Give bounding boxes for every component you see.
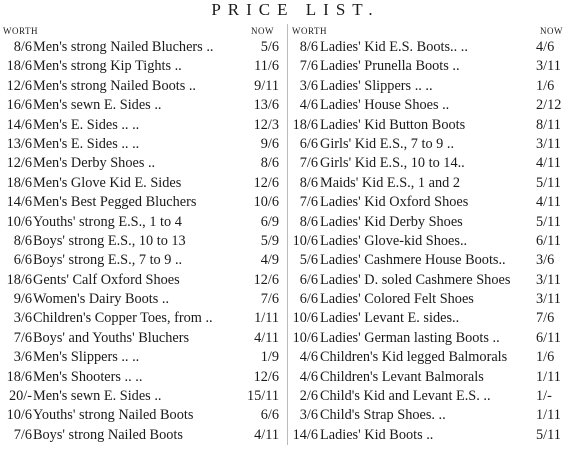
- now-price: 3/11: [536, 58, 561, 75]
- now-price: 1/9: [260, 349, 279, 366]
- worth-price: 10/6: [6, 213, 32, 230]
- price-row: [288, 154, 567, 173]
- now-price: 5/11: [536, 426, 561, 443]
- now-price: 1/6: [536, 77, 555, 94]
- item-description: Women's Dairy Boots ..: [33, 291, 170, 308]
- item-description: Girls' Kid E.S., 7 to 9 ..: [320, 135, 455, 152]
- worth-price: 7/6: [13, 426, 32, 443]
- price-row: [3, 38, 280, 57]
- worth-price: 8/6: [299, 39, 318, 55]
- now-price: 15/11: [246, 388, 279, 405]
- price-row: [3, 77, 280, 96]
- price-row: [288, 96, 567, 115]
- item-description: Men's Glove Kid E. Sides: [33, 174, 182, 191]
- now-price: 11/6: [254, 58, 279, 75]
- price-row: [288, 368, 567, 387]
- worth-price: 14/6: [6, 194, 32, 211]
- item-description: Child's Strap Shoes. ..: [320, 407, 446, 424]
- item-description: Ladies' Prunella Boots ..: [320, 58, 460, 75]
- item-description: Men's E. Sides .. ..: [33, 135, 140, 152]
- now-price: 4/11: [536, 155, 561, 172]
- worth-price: 20/-: [8, 388, 32, 405]
- price-row: [3, 213, 280, 232]
- item-description: Boys' and Youths' Bluchers: [33, 329, 190, 346]
- item-description: Ladies' Colored Felt Shoes: [320, 291, 474, 308]
- price-row: [3, 309, 280, 328]
- worth-price: 12/6: [6, 77, 32, 94]
- worth-price: 6/6: [299, 291, 318, 308]
- worth-price: 14/6: [6, 116, 32, 133]
- now-header: NOW: [540, 26, 563, 36]
- now-price: 4/9: [260, 252, 279, 269]
- item-description: Ladies' Kid Boots ..: [320, 426, 434, 443]
- now-price: 6/6: [260, 407, 279, 424]
- worth-price: 10/6: [6, 407, 32, 424]
- now-price: 1/-: [536, 388, 552, 405]
- now-price: 12/6: [253, 174, 279, 191]
- worth-price: 8/6: [299, 213, 318, 230]
- now-price: 1/11: [536, 407, 561, 424]
- worth-price: 7/6: [299, 194, 318, 211]
- worth-price: 4/6: [299, 97, 318, 114]
- now-price: 2/12: [536, 97, 562, 114]
- price-row: [3, 406, 280, 425]
- right-price-rows: [288, 38, 567, 445]
- worth-price: 9/6: [13, 291, 32, 308]
- now-price: 1/6: [536, 349, 555, 366]
- item-description: Gents' Calf Oxford Shoes: [33, 271, 180, 288]
- worth-price: 3/6: [13, 349, 32, 366]
- worth-price: 12/6: [6, 155, 32, 172]
- item-description: Maids' Kid E.S., 1 and 2: [320, 174, 460, 191]
- left-column-header: [3, 24, 280, 38]
- now-price: 6/9: [260, 213, 279, 230]
- price-row: [288, 135, 567, 154]
- now-price: 10/6: [253, 194, 279, 211]
- item-description: Children's Levant Balmorals: [320, 368, 484, 385]
- worth-price: 16/6: [6, 97, 32, 114]
- worth-price: 4/6: [299, 368, 318, 385]
- worth-price: 2/6: [299, 388, 318, 405]
- left-price-rows: [3, 38, 280, 445]
- now-header: NOW: [251, 26, 274, 36]
- now-price: 4/11: [254, 329, 279, 346]
- price-row: [3, 135, 280, 154]
- price-row: [3, 57, 280, 76]
- now-price: 6/11: [536, 232, 561, 249]
- now-price: 7/6: [260, 291, 279, 308]
- item-description: Ladies' Kid E.S. Boots.. ..: [320, 39, 468, 55]
- item-description: Men's Derby Shoes ..: [33, 155, 156, 172]
- item-description: Men's Slippers .. ..: [33, 349, 140, 366]
- worth-price: 3/6: [299, 407, 318, 424]
- now-price: 3/11: [536, 135, 561, 152]
- worth-price: 10/6: [292, 232, 318, 249]
- item-description: Men's sewn E. Sides ..: [33, 97, 162, 114]
- now-price: 9/6: [260, 135, 279, 152]
- worth-price: 18/6: [6, 174, 32, 191]
- price-row: [288, 116, 567, 135]
- now-price: 5/6: [260, 39, 279, 55]
- price-row: [3, 271, 280, 290]
- now-price: 8/11: [536, 116, 561, 133]
- price-row: [288, 174, 567, 193]
- worth-price: 6/6: [299, 135, 318, 152]
- item-description: Men's strong Nailed Boots ..: [33, 77, 197, 94]
- now-price: 1/11: [254, 310, 279, 327]
- price-row: [3, 387, 280, 406]
- price-row: [3, 290, 280, 309]
- item-description: Ladies' Glove-kid Shoes..: [320, 232, 468, 249]
- worth-price: 7/6: [299, 58, 318, 75]
- price-row: [288, 271, 567, 290]
- now-price: 6/11: [536, 329, 561, 346]
- worth-price: 8/6: [13, 39, 32, 55]
- price-row: [288, 38, 567, 57]
- now-price: 4/6: [536, 39, 555, 55]
- worth-price: 3/6: [13, 310, 32, 327]
- item-description: Ladies' German lasting Boots ..: [320, 329, 500, 346]
- worth-price: 7/6: [299, 155, 318, 172]
- price-row: [288, 348, 567, 367]
- worth-price: 10/6: [292, 310, 318, 327]
- item-description: Child's Kid and Levant E.S. ..: [320, 388, 491, 405]
- now-price: 4/11: [536, 194, 561, 211]
- price-row: [3, 251, 280, 270]
- worth-header: WORTH: [3, 26, 38, 36]
- worth-header: WORTH: [292, 26, 327, 36]
- price-row: [288, 406, 567, 425]
- worth-price: 18/6: [6, 271, 32, 288]
- price-row: [3, 96, 280, 115]
- item-description: Ladies' Levant E. sides..: [320, 310, 460, 327]
- item-description: Men's strong Nailed Bluchers ..: [33, 39, 214, 55]
- item-description: Men's sewn E. Sides ..: [33, 388, 162, 405]
- worth-price: 18/6: [6, 368, 32, 385]
- item-description: Men's E. Sides .. ..: [33, 116, 140, 133]
- price-row: [3, 232, 280, 251]
- now-price: 9/11: [254, 77, 279, 94]
- price-row: [288, 290, 567, 309]
- now-price: 3/11: [536, 291, 561, 308]
- price-row: [288, 57, 567, 76]
- item-description: Ladies' Cashmere House Boots..: [320, 252, 506, 269]
- item-description: Men's strong Kip Tights ..: [33, 58, 182, 75]
- item-description: Youths' strong Nailed Boots: [33, 407, 194, 424]
- price-row: [288, 77, 567, 96]
- price-row: [3, 426, 280, 445]
- price-row: [3, 116, 280, 135]
- item-description: Ladies' Slippers .. ..: [320, 77, 433, 94]
- price-row: [288, 309, 567, 328]
- price-row: [3, 174, 280, 193]
- price-row: [288, 232, 567, 251]
- now-price: 12/6: [253, 368, 279, 385]
- now-price: 3/6: [536, 252, 555, 269]
- now-price: 4/11: [254, 426, 279, 443]
- now-price: 13/6: [253, 97, 279, 114]
- item-description: Girls' Kid E.S., 10 to 14..: [320, 155, 465, 172]
- worth-price: 14/6: [292, 426, 318, 443]
- left-column: [3, 24, 280, 445]
- item-description: Men's Shooters .. ..: [33, 368, 143, 385]
- now-price: 12/6: [253, 271, 279, 288]
- price-row: [288, 387, 567, 406]
- worth-price: 18/6: [292, 116, 318, 133]
- item-description: Boys' strong E.S., 7 to 9 ..: [33, 252, 183, 269]
- price-row: [3, 329, 280, 348]
- worth-price: 6/6: [299, 271, 318, 288]
- item-description: Boys' strong Nailed Boots: [33, 426, 183, 443]
- right-column-header: [288, 24, 567, 38]
- now-price: 8/6: [260, 155, 279, 172]
- item-description: Ladies' Kid Button Boots: [320, 116, 466, 133]
- now-price: 1/11: [536, 368, 561, 385]
- now-price: 12/3: [253, 116, 279, 133]
- worth-price: 8/6: [13, 232, 32, 249]
- item-description: Ladies' Kid Oxford Shoes: [320, 194, 469, 211]
- item-description: Ladies' D. soled Cashmere Shoes: [320, 271, 511, 288]
- price-row: [288, 251, 567, 270]
- price-row: [288, 329, 567, 348]
- item-description: Children's Kid legged Balmorals: [320, 349, 508, 366]
- item-description: Youths' strong E.S., 1 to 4: [33, 213, 182, 230]
- worth-price: 10/6: [292, 329, 318, 346]
- right-column: [287, 24, 567, 445]
- now-price: 5/11: [536, 174, 561, 191]
- price-row: [288, 193, 567, 212]
- price-row: [3, 348, 280, 367]
- price-row: [3, 368, 280, 387]
- worth-price: 8/6: [299, 174, 318, 191]
- now-price: 7/6: [536, 310, 555, 327]
- worth-price: 7/6: [13, 329, 32, 346]
- price-row: [288, 213, 567, 232]
- now-price: 5/11: [536, 213, 561, 230]
- price-list-title: PRICE LIST.: [211, 0, 380, 19]
- item-description: Children's Copper Toes, from ..: [33, 310, 213, 327]
- now-price: 5/9: [260, 232, 279, 249]
- worth-price: 6/6: [13, 252, 32, 269]
- item-description: Ladies' Kid Derby Shoes: [320, 213, 463, 230]
- price-row: [3, 193, 280, 212]
- now-price: 3/11: [536, 271, 561, 288]
- item-description: Men's Best Pegged Bluchers: [33, 194, 197, 211]
- price-row: [3, 154, 280, 173]
- worth-price: 18/6: [6, 58, 32, 75]
- worth-price: 13/6: [6, 135, 32, 152]
- worth-price: 4/6: [299, 349, 318, 366]
- price-row: [288, 426, 567, 445]
- worth-price: 3/6: [299, 77, 318, 94]
- item-description: Boys' strong E.S., 10 to 13: [33, 232, 186, 249]
- item-description: Ladies' House Shoes ..: [320, 97, 450, 114]
- worth-price: 5/6: [299, 252, 318, 269]
